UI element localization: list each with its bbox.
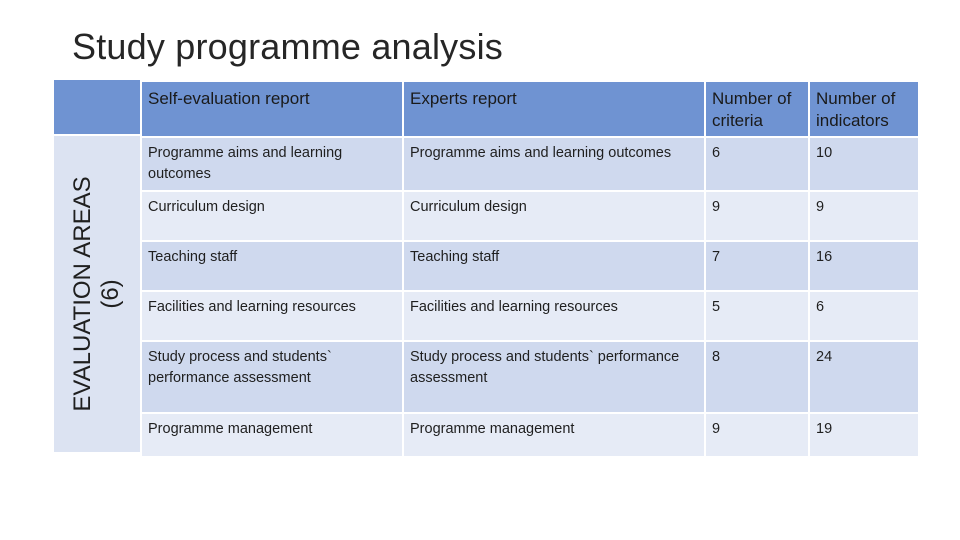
- evaluation-table: [140, 80, 920, 458]
- cell-indicators: 9: [809, 191, 919, 241]
- table-row: [141, 341, 919, 413]
- evaluation-areas-text: EVALUATION AREAS: [69, 176, 96, 412]
- cell-self-evaluation: Teaching staff: [141, 241, 403, 291]
- page-title: Study programme analysis: [72, 26, 503, 67]
- cell-experts-report: Study process and students` performance assessment: [403, 341, 705, 413]
- table-row: [141, 137, 919, 191]
- cell-criteria: 9: [705, 191, 809, 241]
- table-row: [141, 413, 919, 457]
- cell-self-evaluation: Programme aims and learning outcomes: [141, 137, 403, 191]
- cell-experts-report: Curriculum design: [403, 191, 705, 241]
- cell-indicators: 6: [809, 291, 919, 341]
- cell-criteria: 7: [705, 241, 809, 291]
- cell-experts-report: Programme aims and learning outcomes: [403, 137, 705, 191]
- table-row: [141, 191, 919, 241]
- cell-criteria: 9: [705, 413, 809, 457]
- table-row: [141, 241, 919, 291]
- cell-self-evaluation: Facilities and learning resources: [141, 291, 403, 341]
- cell-experts-report: Teaching staff: [403, 241, 705, 291]
- evaluation-areas-count: (6): [97, 279, 124, 309]
- header-number-of-indicators: Number of indicators: [809, 81, 919, 137]
- cell-experts-report: Facilities and learning resources: [403, 291, 705, 341]
- cell-criteria: 6: [705, 137, 809, 191]
- cell-criteria: 5: [705, 291, 809, 341]
- header-experts-report: Experts report: [403, 81, 705, 137]
- table-header-row: [141, 81, 919, 137]
- cell-indicators: 19: [809, 413, 919, 457]
- header-self-evaluation: Self-evaluation report: [141, 81, 403, 137]
- evaluation-areas-label: [54, 136, 140, 452]
- cell-indicators: 24: [809, 341, 919, 413]
- cell-self-evaluation: Study process and students` performance assessment: [141, 341, 403, 413]
- cell-self-evaluation: Programme management: [141, 413, 403, 457]
- header-number-of-criteria: Number of criteria: [705, 81, 809, 137]
- cell-self-evaluation: Curriculum design: [141, 191, 403, 241]
- cell-indicators: 10: [809, 137, 919, 191]
- cell-indicators: 16: [809, 241, 919, 291]
- cell-experts-report: Programme management: [403, 413, 705, 457]
- table-row: [141, 291, 919, 341]
- corner-header-cell: [54, 80, 140, 134]
- cell-criteria: 8: [705, 341, 809, 413]
